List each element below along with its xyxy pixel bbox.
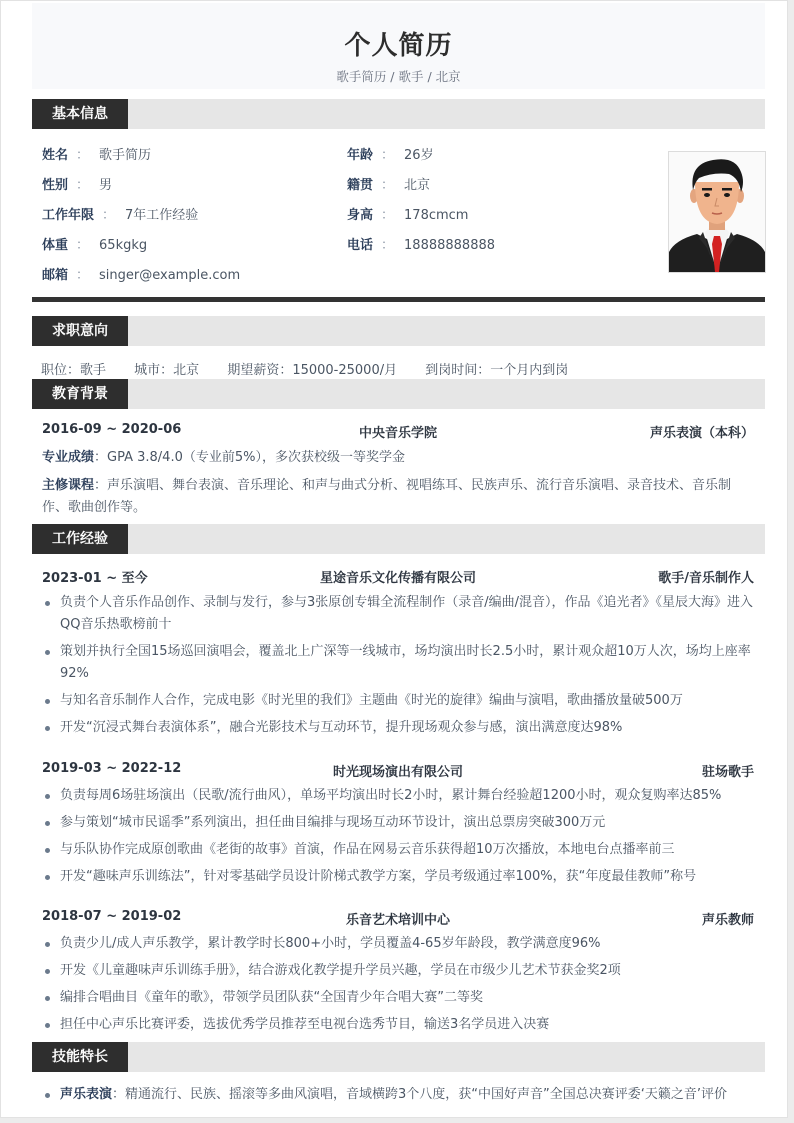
list-item: 开发“沉浸式舞台表演体系”，融合光影技术与互动环节，提升现场观众参与感，演出满意度达98%: [42, 717, 754, 739]
work-entry-header: [42, 761, 754, 781]
info-email: [42, 264, 240, 283]
info-label: 体重: [42, 238, 69, 253]
info-age: [347, 144, 434, 163]
profile-photo: [668, 151, 766, 273]
list-item: 策划并执行全国15场巡回演唱会，覆盖北上广深等一线城市，场均演出时长2.5小时，累计观众超10万人次，场均上座率92%: [42, 641, 754, 685]
info-separator: ：: [102, 208, 116, 223]
work-company: 时光现场演出有限公司: [332, 765, 463, 780]
list-item: 开发《儿童趣味声乐训练手册》，结合游戏化教学提升学员兴趣，学员在市级少儿艺术节获金奖2项: [42, 960, 754, 982]
intent-city: 城市：北京: [134, 363, 200, 378]
info-value[interactable]: singer@example.com: [99, 268, 241, 283]
info-separator: ：: [76, 148, 90, 163]
info-label: 姓名: [42, 148, 69, 163]
list-item: 担任中心声乐比赛评委，选拔优秀学员推荐至电视台选秀节目，输送3名学员进入决赛: [42, 1014, 754, 1036]
skills-list: [42, 1084, 754, 1111]
section-header-basic-info: [32, 99, 765, 129]
work-bullets: [42, 785, 754, 893]
section-title: 求职意向: [32, 316, 128, 346]
grades-label: 专业成绩: [42, 450, 95, 465]
work-entry-header: [42, 567, 754, 587]
info-separator: ：: [381, 178, 395, 193]
info-separator: ：: [381, 238, 395, 253]
info-name: [42, 144, 151, 163]
education-school: 中央音乐学院: [358, 426, 437, 441]
info-value: 7年工作经验: [125, 208, 199, 223]
info-separator: ：: [76, 268, 90, 283]
work-entry-header: [42, 909, 754, 929]
work-period: 2019-03 ~ 2022-12: [42, 761, 182, 776]
info-separator: ：: [381, 208, 395, 223]
section-divider: [32, 297, 765, 302]
resume-header: [32, 3, 765, 89]
info-value: 18888888888: [404, 238, 496, 253]
work-company: 星途音乐文化传播有限公司: [319, 571, 476, 586]
skill-label: 声乐表演: [60, 1087, 113, 1102]
job-intent-row: [41, 359, 592, 378]
info-label: 性别: [42, 178, 69, 193]
grades-text: ：GPA 3.8/4.0（专业前5%），多次获校级一等奖学金: [94, 450, 405, 465]
section-title: 基本信息: [32, 99, 128, 129]
page-title: 个人简历: [344, 31, 453, 61]
info-separator: ：: [381, 148, 395, 163]
list-item: 负责少儿/成人声乐教学，累计教学时长800+小时，学员覆盖4-65岁年龄段，教学满意度96%: [42, 933, 754, 955]
education-courses: [42, 475, 754, 519]
section-title: 技能特长: [32, 1042, 128, 1072]
intent-availability: 到岗时间：一个月内到岗: [425, 363, 569, 378]
work-period: 2023-01 ~ 至今: [42, 571, 148, 586]
info-weight: [42, 234, 147, 253]
info-label: 电话: [347, 238, 374, 253]
intent-position: 职位：歌手: [41, 363, 107, 378]
education-entry-header: [42, 422, 754, 442]
section-title: 工作经验: [32, 524, 128, 554]
info-label: 邮箱: [42, 268, 69, 283]
page-subtitle: 歌手简历 / 歌手 / 北京: [336, 69, 461, 84]
info-value: 178cmcm: [404, 208, 469, 223]
section-header-work-experience: [32, 524, 765, 554]
info-hometown: [347, 174, 430, 193]
list-item: 开发“趣味声乐训练法”，针对零基础学员设计阶梯式教学方案，学员考级通过率100%，获“年度最佳教师”称号: [42, 866, 754, 888]
list-item: 负责每周6场驻场演出（民歌/流行曲风），单场平均演出时长2小时，累计舞台经验超1200小时，观众复购率达85%: [42, 785, 754, 807]
info-separator: ：: [76, 178, 90, 193]
skill-item: [42, 1084, 754, 1106]
work-bullets: [42, 592, 754, 744]
work-bullets: [42, 933, 754, 1041]
section-header-skills: [32, 1042, 765, 1072]
info-value: 26岁: [404, 148, 434, 163]
education-grades: [42, 447, 754, 469]
info-label: 身高: [347, 208, 374, 223]
work-role: 声乐教师: [701, 913, 754, 928]
list-item: 负责个人音乐作品创作、录制与发行，参与3张原创专辑全流程制作（录音/编曲/混音），作品《追光者》《星辰大海》进入QQ音乐热歌榜前十: [42, 592, 754, 636]
courses-label: 主修课程: [42, 478, 95, 493]
education-period: 2016-09 ~ 2020-06: [42, 422, 182, 437]
section-header-education: [32, 379, 765, 409]
avatar-portrait-icon: [669, 152, 765, 272]
intent-salary: 期望薪资：15000-25000/月: [227, 363, 398, 378]
skill-text: ：精通流行、民族、摇滚等多曲风演唱，音域横跨3个八度，获“中国好声音”全国总决赛评委‘天籁之音’评价: [112, 1087, 728, 1102]
education-major: 声乐表演（本科）: [649, 426, 754, 441]
info-label: 工作年限: [42, 208, 95, 223]
list-item: 与乐队协作完成原创歌曲《老街的故事》首演，作品在网易云音乐获得超10万次播放，本地电台点播率前三: [42, 839, 754, 861]
info-gender: [42, 174, 112, 193]
info-height: [347, 204, 468, 223]
info-value: 北京: [404, 178, 431, 193]
work-company: 乐音艺术培训中心: [345, 913, 450, 928]
section-header-job-intent: [32, 316, 765, 346]
work-period: 2018-07 ~ 2019-02: [42, 909, 182, 924]
info-value: 65kgkg: [99, 238, 148, 253]
list-item: 编排合唱曲目《童年的歌》，带领学员团队获“全国青少年合唱大赛”二等奖: [42, 987, 754, 1009]
info-value: 歌手简历: [99, 148, 152, 163]
list-item: 参与策划“城市民谣季”系列演出，担任曲目编排与现场互动环节设计，演出总票房突破300万元: [42, 812, 754, 834]
section-title: 教育背景: [32, 379, 128, 409]
work-role: 歌手/音乐制作人: [658, 571, 754, 586]
info-phone: [347, 234, 495, 253]
list-item: 与知名音乐制作人合作，完成电影《时光里的我们》主题曲《时光的旋律》编曲与演唱，歌曲播放量破500万: [42, 690, 754, 712]
courses-text: ：声乐演唱、舞台表演、音乐理论、和声与曲式分析、视唱练耳、民族声乐、流行音乐演唱、录音技术、音乐制作、歌曲创作等。: [42, 478, 732, 515]
info-label: 年龄: [347, 148, 374, 163]
info-work-years: [42, 204, 198, 223]
info-separator: ：: [76, 238, 90, 253]
info-label: 籍贯: [347, 178, 374, 193]
work-role: 驻场歌手: [701, 765, 754, 780]
info-value: 男: [99, 178, 113, 193]
